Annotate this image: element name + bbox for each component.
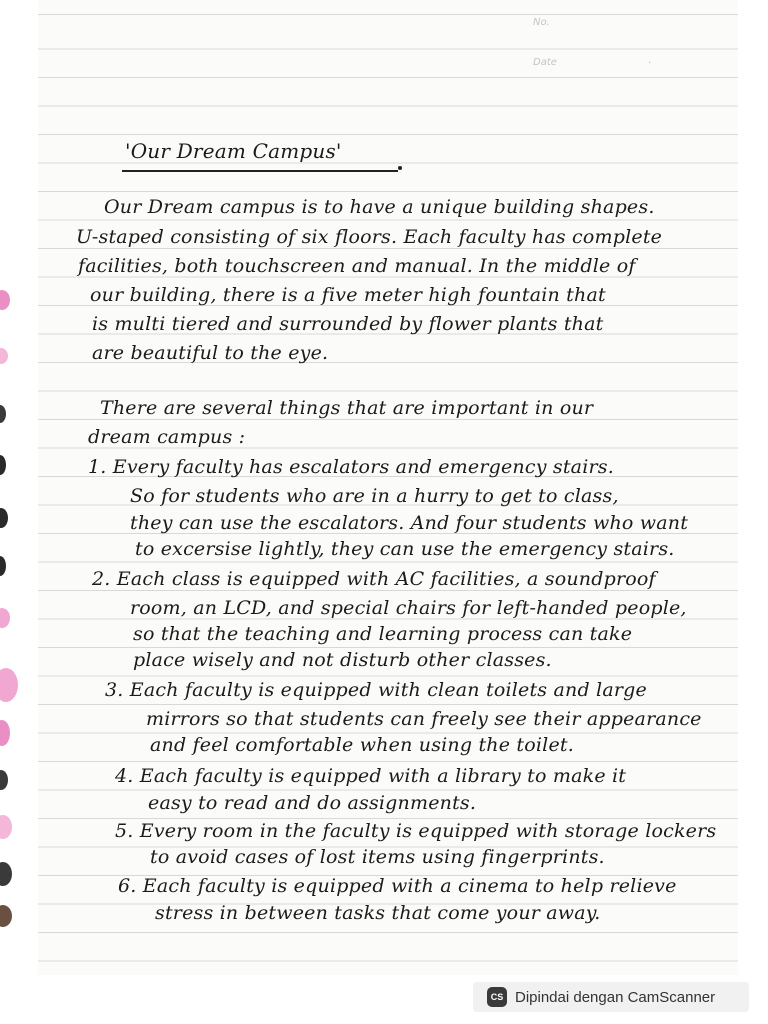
text-line: U-staped consisting of six floors. Each faculty has complete xyxy=(76,226,663,248)
binder-hole-icon xyxy=(0,770,8,790)
list-item-continuation: place wisely and not disturb other classes. xyxy=(133,649,552,671)
text-line: facilities, both touchscreen and manual. In the middle of xyxy=(78,255,636,277)
binder-hole-icon xyxy=(0,815,12,839)
date-field-label: Date xyxy=(533,57,557,68)
title-underline xyxy=(122,170,398,172)
binder-hole-icon xyxy=(0,905,12,927)
binder-hole-icon xyxy=(0,348,8,364)
binder-hole-icon xyxy=(0,608,10,628)
list-item: 3. Each faculty is equipped with clean toilets and large xyxy=(105,679,647,701)
list-item-continuation: stress in between tasks that come your away. xyxy=(155,902,601,924)
binder-hole-icon xyxy=(0,290,10,310)
binder-hole-icon xyxy=(0,668,18,702)
list-item-continuation: easy to read and do assignments. xyxy=(148,792,477,814)
title-dot xyxy=(398,166,402,170)
text-line: our building, there is a five meter high fountain that xyxy=(90,284,606,306)
binder-hole-icon xyxy=(0,862,12,886)
list-item-continuation: mirrors so that students can freely see their appearance xyxy=(146,708,702,730)
list-item: 1. Every faculty has escalators and emergency stairs. xyxy=(88,456,614,478)
list-item: 4. Each faculty is equipped with a library to make it xyxy=(115,765,627,787)
no-field-label: No. xyxy=(533,17,550,28)
list-item-continuation: room, an LCD, and special chairs for left-handed people, xyxy=(130,597,687,619)
page-title: 'Our Dream Campus' xyxy=(125,139,342,163)
list-item: 6. Each faculty is equipped with a cinema to help relieve xyxy=(118,875,677,897)
text-line: Our Dream campus is to have a unique building shapes. xyxy=(104,196,655,218)
camscanner-watermark xyxy=(473,982,749,1012)
text-line: is multi tiered and surrounded by flower plants that xyxy=(92,313,604,335)
camscanner-logo-icon: CS xyxy=(487,987,507,1007)
text-line: dream campus : xyxy=(88,426,246,448)
binder-hole-icon xyxy=(0,405,6,423)
text-line: There are several things that are important in our xyxy=(100,397,594,419)
list-item: 2. Each class is equipped with AC facilities, a soundproof xyxy=(92,568,656,590)
list-item-continuation: they can use the escalators. And four students who want xyxy=(130,512,689,534)
list-item-continuation: to excersise lightly, they can use the emergency stairs. xyxy=(135,538,675,560)
binder-hole-icon xyxy=(0,556,6,576)
camscanner-label: Dipindai dengan CamScanner xyxy=(515,988,716,1006)
date-dot: · xyxy=(648,58,652,69)
binder-hole-icon xyxy=(0,508,8,528)
list-item: 5. Every room in the faculty is equipped with storage lockers xyxy=(115,820,717,842)
list-item-continuation: to avoid cases of lost items using fingerprints. xyxy=(150,846,605,868)
binder-hole-icon xyxy=(0,455,6,475)
text-line: are beautiful to the eye. xyxy=(92,342,329,364)
list-item-continuation: So for students who are in a hurry to get to class, xyxy=(130,485,619,507)
binder-hole-icon xyxy=(0,720,10,746)
list-item-continuation: so that the teaching and learning process can take xyxy=(133,623,633,645)
list-item-continuation: and feel comfortable when using the toilet. xyxy=(150,734,574,756)
